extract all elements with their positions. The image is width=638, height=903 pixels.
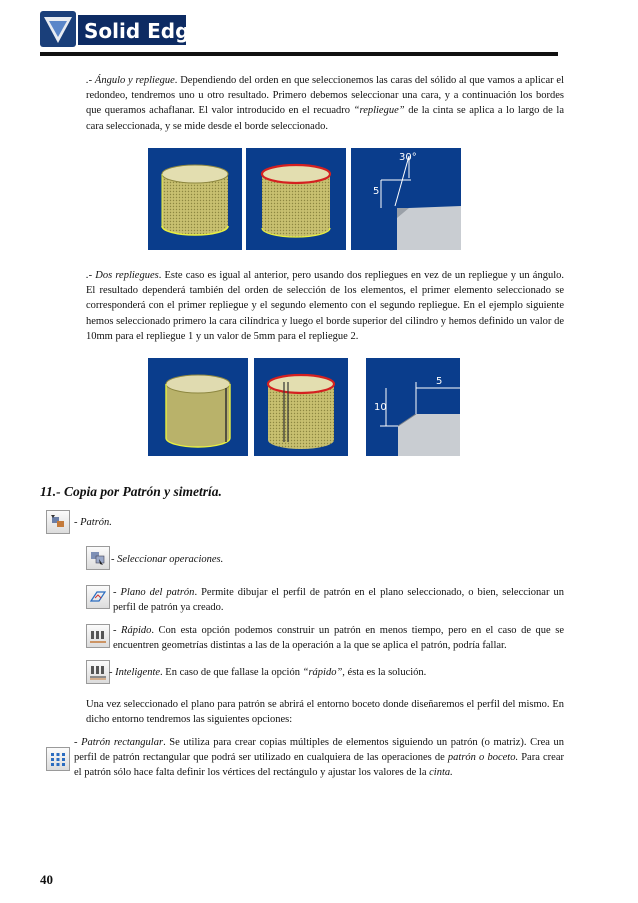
page-number: 40 xyxy=(40,872,53,887)
plano-text: - Plano del patrón. Permite dibujar el perfil de patrón en el plano seleccionado, o bien, seleccionar un perfil de patrón ya creado. xyxy=(113,587,564,613)
figure-two-setbacks-2 xyxy=(254,358,348,461)
figure-angle-chamfer-1 xyxy=(148,148,242,255)
pattern-plane-icon[interactable] xyxy=(86,585,110,609)
select-features-icon[interactable] xyxy=(86,546,110,570)
patron-label: - Patrón. xyxy=(74,517,112,528)
dim-label: 5 xyxy=(373,186,380,197)
angulo-title: .- Ángulo y repliegue xyxy=(86,75,175,86)
rapido-text: - Rápido. Con esta opción podemos construir un patrón en menos tiempo, pero en el caso de que se encuentren geometrías distintas a las de la operación a la que se aplica el patrón, podría fallar. xyxy=(113,625,564,651)
angulo-repliegue-paragraph: .- Ángulo y repliegue. Dependiendo del orden en que seleccionemos las caras del sólido al que vamos a aplicar el redondeo, tendremos uno u otro resultado. Primero debemos seleccionar una cara, y a continuación los bordes que queramos achaflanar. El valor introducido en el recuadro “repliegue” de la cinta se aplica a lo largo de la cara seleccionada, y se mide desde el borde seleccionado. xyxy=(86,75,565,132)
inteligente-text: - Inteligente. En caso de que fallase la opción “rápido”, ésta es la solución. xyxy=(109,667,427,678)
seleccionar-label: - Seleccionar operaciones. xyxy=(111,554,224,565)
smart-pattern-icon[interactable] xyxy=(86,660,110,684)
section-title: 11.- Copia por Patrón y simetría. xyxy=(40,484,222,499)
dim-side-label: 10 xyxy=(374,402,387,413)
figure-angle-chamfer-2 xyxy=(246,148,346,255)
figure-two-setbacks-1 xyxy=(148,358,248,461)
dos-repliegues-title: .- Dos repliegues xyxy=(86,270,159,281)
brand-text: Solid Edge xyxy=(84,19,203,43)
boceto-paragraph: Una vez seleccionado el plano para patrón se abrirá el entorno boceto donde diseñaremos el perfil del mismo. En dicho entorno tendremos las siguientes opciones: xyxy=(86,699,564,726)
dos-repliegues-paragraph: .- Dos repliegues. Este caso es igual al anterior, pero usando dos repliegues en vez de un repliegue y un ángulo. El resultado dependerá también del orden de selección de los elementos, el primer elemento seleccionado se corresponderá con el primer repliegue y el segundo elemento con el segundo repliegue. En el ejemplo siguiente hemos seleccionado primero la cara cilíndrica y luego el borde superior del cilindro y hemos definido un valor de 10mm para el repliegue 1 y un valor de 5mm para el repliegue 2. xyxy=(86,270,565,342)
solid-edge-logo xyxy=(40,11,203,51)
dim-top-label: 5 xyxy=(436,376,443,387)
figure-angle-chamfer-dimension xyxy=(351,148,461,255)
angle-label: 30° xyxy=(399,152,417,163)
figure-two-setbacks-dimension xyxy=(366,358,460,461)
pattern-icon[interactable] xyxy=(46,510,70,534)
rectangular-paragraph: - Patrón rectangular. Se utiliza para crear copias múltiples de elementos siguiendo un patrón (o matriz). Crea un perfil de patrón rectangular que podrá ser utilizado en cualquiera de las operaciones de patrón o boceto. Para crear el patrón sólo hace falta definir los vértices del rectángulo y ajustar los valores de la cinta. xyxy=(74,737,564,779)
header-rule xyxy=(40,52,558,56)
fast-pattern-icon[interactable] xyxy=(86,624,110,648)
rectangular-pattern-icon[interactable] xyxy=(46,747,70,771)
